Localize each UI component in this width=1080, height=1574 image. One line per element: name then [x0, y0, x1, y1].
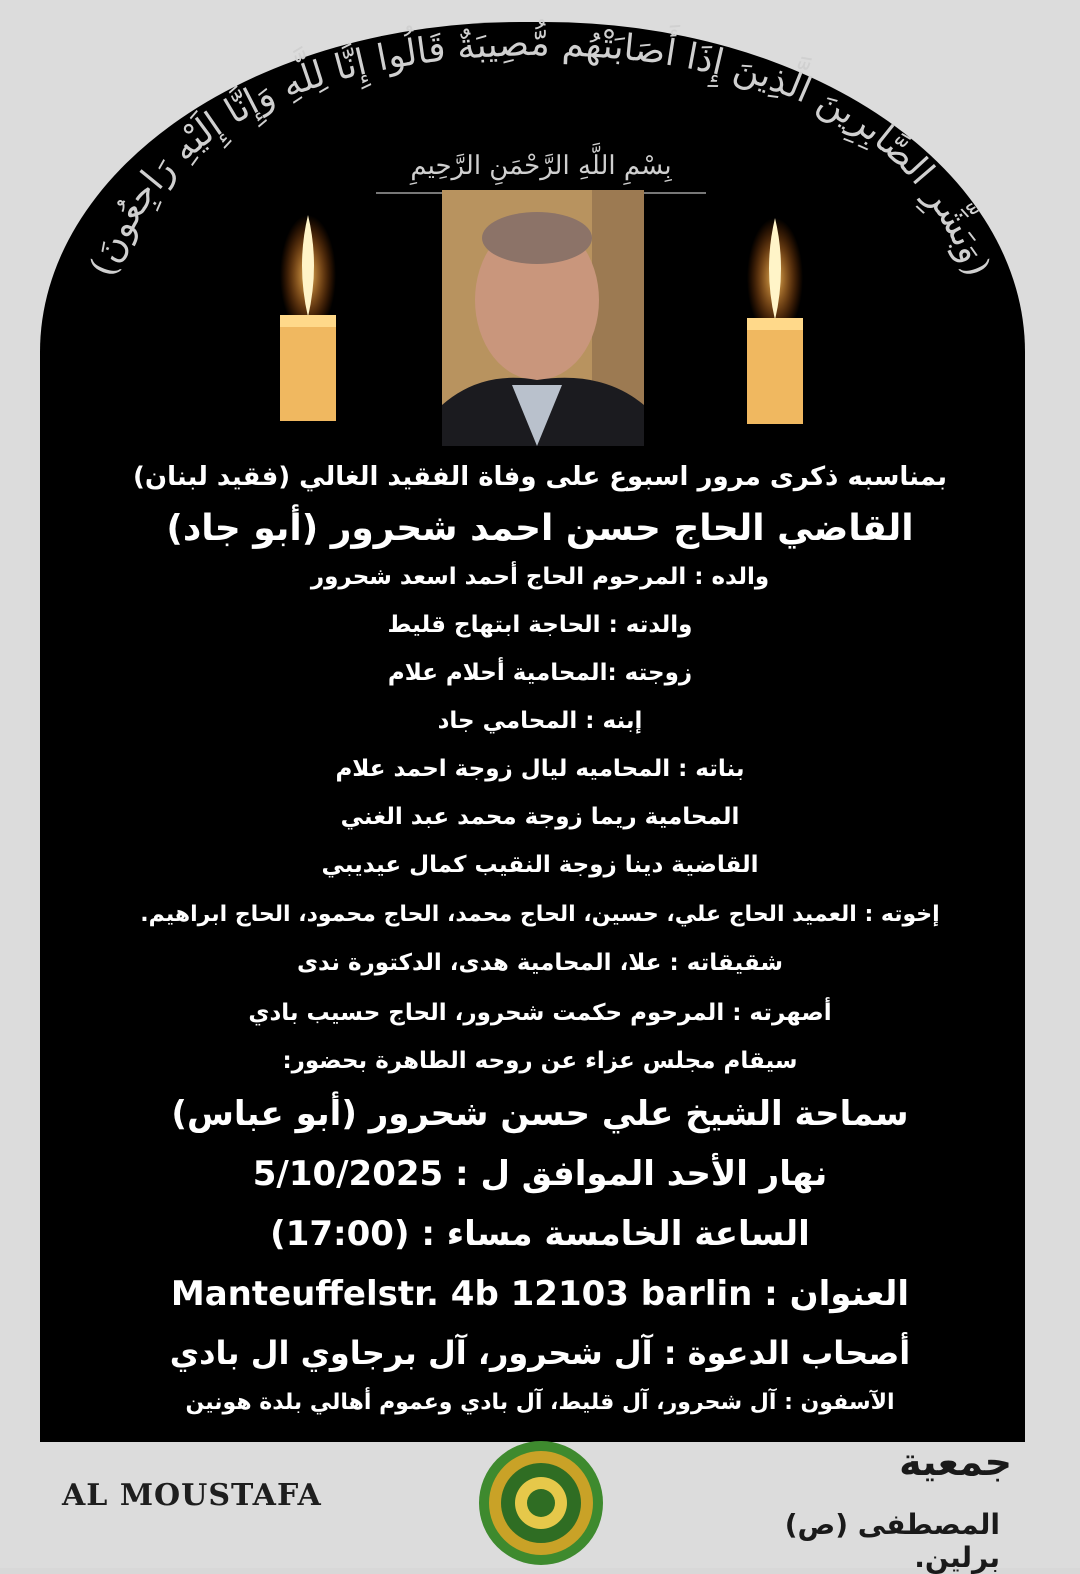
daughters-line-1: بناته : المحاميه ليال زوجة احمد علام	[335, 756, 745, 782]
daughters-line-3: القاضية دينا زوجة النقيب كمال عيديبي	[321, 852, 759, 878]
organization-name-top: جمعية	[899, 1440, 1012, 1484]
son-line: إبنه : المحامي جاد	[437, 708, 643, 734]
mourners-line: الآسفون : آل شحرور، آل قليط، آل بادي وعموم أهالي بلدة هونين	[185, 1390, 895, 1415]
sisters-line: شقيقاته : علا، المحامية هدى، الدكتورة ندى	[296, 950, 784, 976]
organization-name-bottom: المصطفى (ص) برلين.	[784, 1508, 1000, 1574]
brothers-line: إخوته : العميد الحاج علي، حسين، الحاج محمد، الحاج محمود، الحاج ابراهيم.	[140, 902, 940, 927]
sheikh-line: سماحة الشيخ علي حسن شحرور (أبو عباس)	[171, 1094, 909, 1134]
hosts-line: أصحاب الدعوة : آل شحرور، آل برجاوي ال بادي	[169, 1334, 911, 1372]
brand-logo: AL MOUSTAFA	[62, 1478, 322, 1513]
address-line: العنوان : Manteuffelstr. 4b 12103 barlin	[170, 1274, 910, 1314]
time-line: الساعة الخامسة مساء : (17:00)	[270, 1214, 810, 1254]
announcement	[60, 0, 1020, 1440]
in-laws-line: أصهرته : المرحوم حكمت شحرور، الحاج حسيب بادي	[248, 1000, 832, 1026]
daughters-line-2: المحامية ريما زوجة محمد عبد الغني	[340, 804, 740, 830]
deceased-name: القاضي الحاج حسن احمد شحرور (أبو جاد)	[166, 508, 914, 549]
wife-line: زوجته :المحامية أحلام علام	[387, 660, 693, 686]
gathering-line: سيقام مجلس عزاء عن روحه الطاهرة بحضور:	[282, 1048, 798, 1074]
father-line: والده : المرحوم الحاج أحمد اسعد شحرور	[310, 564, 770, 590]
basmala: بِسْمِ اللَّهِ الرَّحْمَنِ الرَّحِيمِ	[376, 140, 706, 194]
date-line: نهار الأحد الموافق ل : 5/10/2025	[252, 1154, 828, 1194]
verse-text: (وَبَشِّرِ الصَّابِرِينَ الَّذِينَ إِذَا أَصَابَتْهُم مُّصِيبَةٌ قَالُوا إِنَّا لِلَّهِ وَإِنَّا إِلَيْهِ رَاجِعُونَ)	[82, 22, 998, 282]
occasion-line: بمناسبه ذكرى مرور اسبوع على وفاة الفقيد الغالي (فقيد لبنان)	[133, 462, 947, 492]
organization-emblem-icon	[476, 1438, 606, 1568]
mother-line: والدته : الحاجة ابتهاج قليط	[387, 612, 693, 638]
